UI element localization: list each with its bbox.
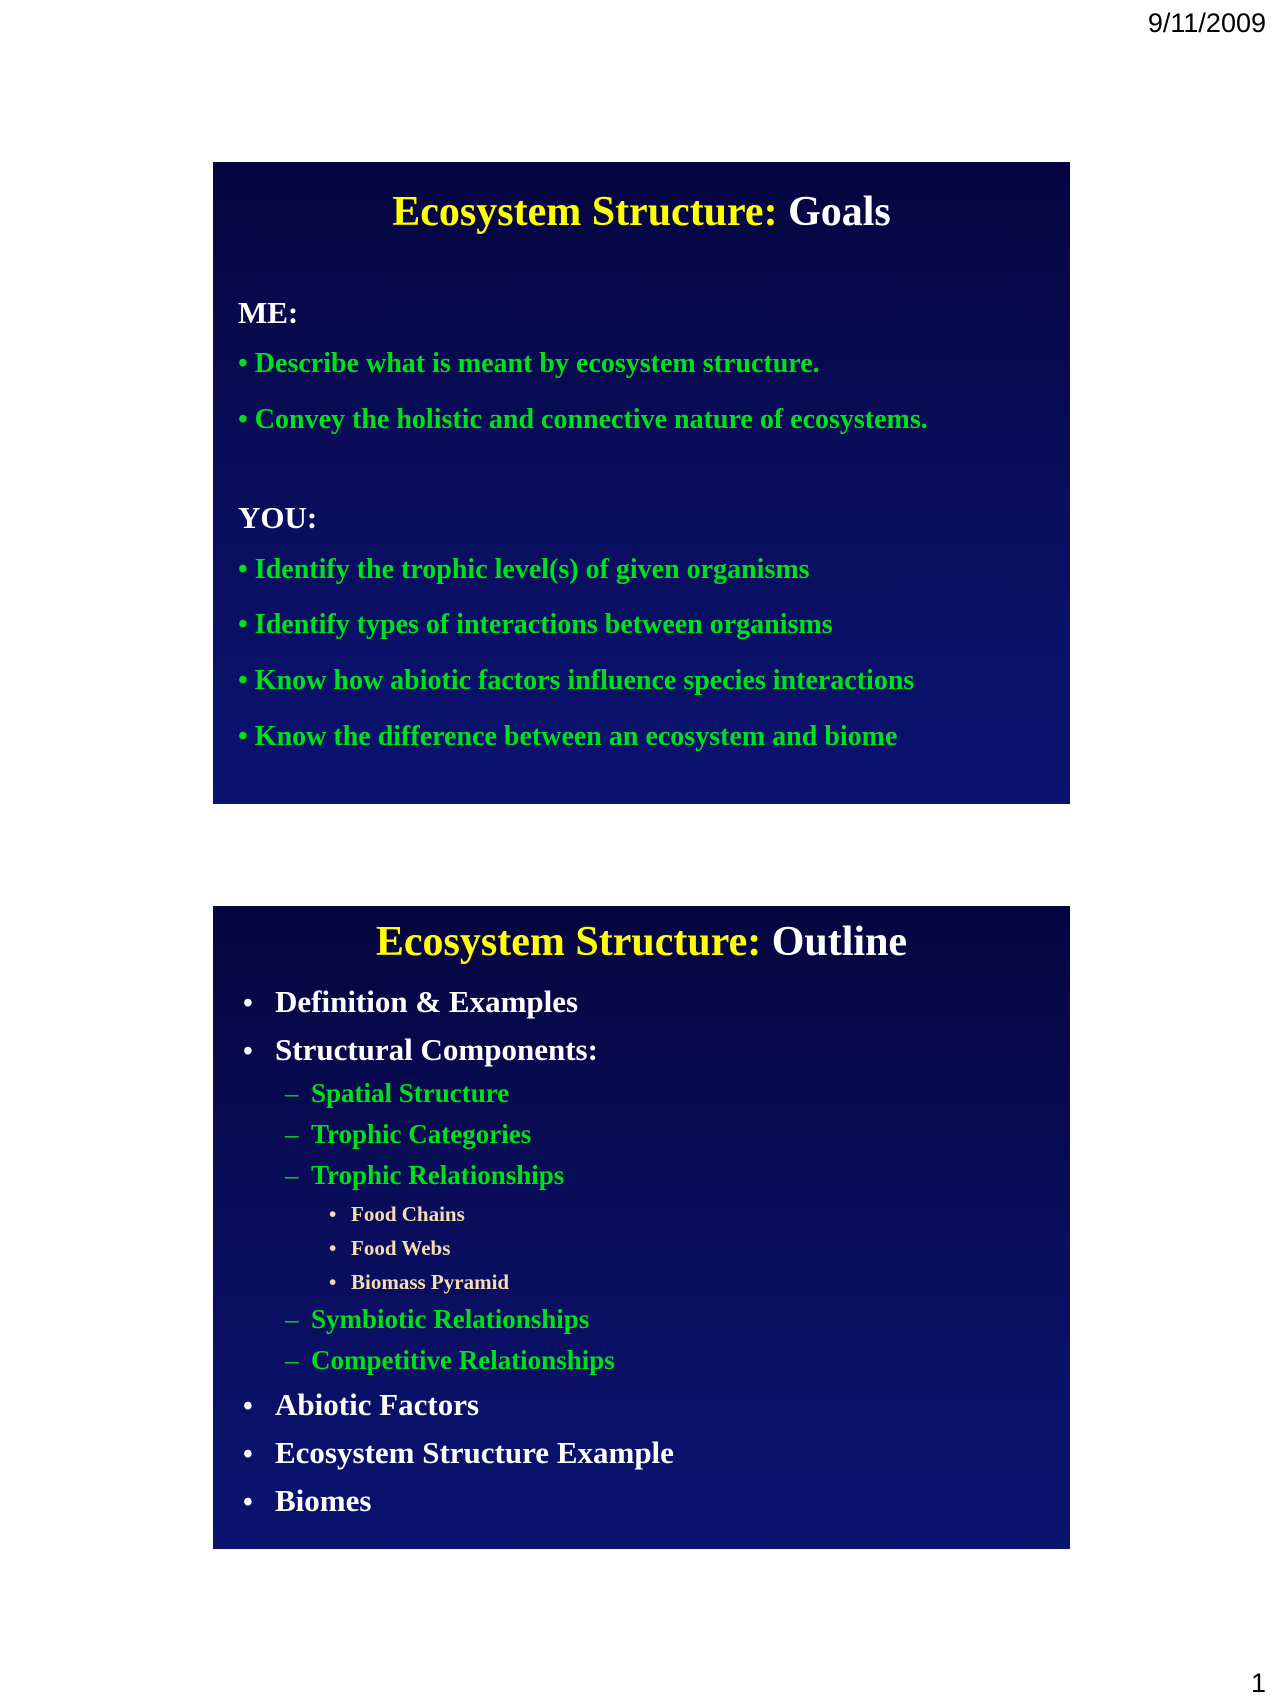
outline-subitem-label: Competitive Relationships — [311, 1345, 615, 1375]
slide-goals — [213, 162, 1070, 804]
dash-marker: – — [285, 1345, 299, 1375]
outline-item — [243, 984, 578, 1020]
outline-subitem — [285, 1345, 615, 1376]
outline-subsubitem-label: Food Chains — [351, 1202, 465, 1226]
me-label: ME: — [238, 295, 299, 330]
outline-item-label: Definition & Examples — [275, 984, 579, 1019]
you-goal-item: • Identify the trophic level(s) of given organisms — [238, 554, 810, 585]
slide-outline — [213, 906, 1070, 1549]
you-label: YOU: — [238, 500, 318, 535]
outline-subsubitem — [329, 1270, 509, 1295]
outline-item — [243, 1032, 598, 1068]
title-prefix: Ecosystem Structure: — [375, 919, 762, 965]
outline-subitem-label: Spatial Structure — [311, 1078, 510, 1108]
bullet-marker: • — [329, 1202, 337, 1226]
page-number: 1 — [1250, 1668, 1266, 1698]
bullet-marker: • — [329, 1236, 337, 1260]
bullet-marker: • — [243, 1487, 253, 1518]
outline-subitem-label: Trophic Relationships — [311, 1160, 565, 1190]
outline-subsubitem-label: Biomass Pyramid — [351, 1270, 510, 1294]
outline-subitem — [285, 1119, 531, 1150]
bullet-marker: • — [243, 988, 253, 1019]
outline-item — [243, 1483, 371, 1519]
outline-subitem — [285, 1078, 509, 1109]
outline-item — [243, 1435, 674, 1471]
outline-subsubitem — [329, 1202, 465, 1227]
title-prefix: Ecosystem Structure: — [392, 189, 778, 235]
me-goal-item: • Describe what is meant by ecosystem structure. — [238, 348, 820, 379]
outline-subitem-label: Symbiotic Relationships — [311, 1304, 590, 1334]
dash-marker: – — [285, 1078, 299, 1108]
you-goal-item: • Know how abiotic factors influence species interactions — [238, 665, 915, 696]
bullet-marker: • — [329, 1270, 337, 1294]
outline-subitem-label: Trophic Categories — [311, 1119, 532, 1149]
you-goal-item: • Know the difference between an ecosystem and biome — [238, 721, 898, 752]
me-goal-item: • Convey the holistic and connective nature of ecosystems. — [238, 404, 928, 435]
bullet-marker: • — [243, 1391, 253, 1422]
outline-subitem — [285, 1304, 589, 1335]
outline-item-label: Ecosystem Structure Example — [275, 1435, 674, 1470]
dash-marker: – — [285, 1304, 299, 1334]
dash-marker: – — [285, 1160, 299, 1190]
page-date: 9/11/2009 — [1147, 8, 1266, 38]
title-suffix: Goals — [788, 189, 891, 235]
outline-subsubitem — [329, 1236, 450, 1261]
outline-subitem — [285, 1160, 564, 1191]
outline-item-label: Structural Components: — [275, 1032, 598, 1067]
outline-subsubitem-label: Food Webs — [351, 1236, 451, 1260]
slide-title — [213, 188, 1070, 236]
slide-title — [213, 918, 1070, 966]
you-goal-item: • Identify types of interactions between organisms — [238, 609, 833, 640]
outline-item-label: Abiotic Factors — [275, 1387, 480, 1422]
bullet-marker: • — [243, 1036, 253, 1067]
outline-item-label: Biomes — [275, 1483, 372, 1518]
bullet-marker: • — [243, 1439, 253, 1470]
dash-marker: – — [285, 1119, 299, 1149]
outline-item — [243, 1387, 479, 1423]
title-suffix: Outline — [771, 919, 908, 965]
